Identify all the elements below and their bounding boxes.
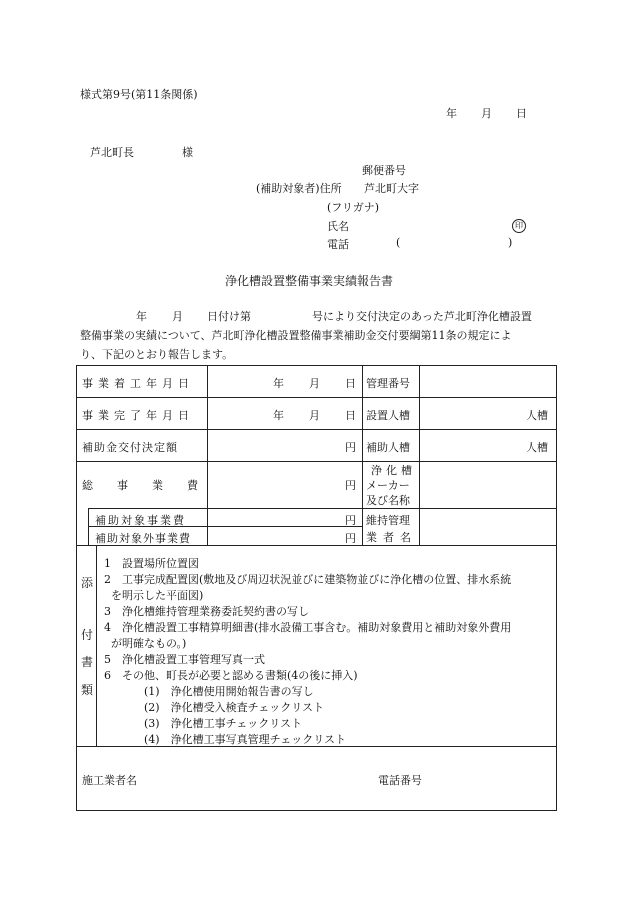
management-number-label: 管理番号 — [366, 377, 410, 390]
seal-mark: 印 — [512, 219, 526, 233]
start-month: 月 — [309, 377, 320, 390]
maintenance-label-line1: 維持管理 — [366, 514, 410, 527]
subsidy-decision-yen: 円 — [345, 441, 356, 454]
date-month: 月 — [481, 107, 492, 120]
attachment-subitem: (4) 浄化槽工事写真管理チェックリスト — [144, 733, 347, 746]
installed-capacity-label: 設置人槽 — [366, 409, 410, 422]
date-day: 日 — [516, 107, 527, 120]
ineligible-cost-yen: 円 — [345, 532, 356, 545]
phone-label: 電話 — [327, 238, 349, 251]
contractor-name-label: 施工業者名 — [82, 774, 137, 787]
body-line3: り、下記のとおり報告します。 — [80, 348, 234, 361]
body-month: 月 — [172, 310, 183, 323]
attachment-item: 1 設置場所位置図 — [104, 557, 199, 570]
furigana-label: (フリガナ) — [327, 201, 380, 214]
subsidy-decision-label: 補助金交付決定額 — [82, 441, 178, 454]
postal-code-label: 郵便番号 — [362, 164, 406, 177]
attachment-item: 5 浄化槽設置工事管理写真一式 — [104, 653, 265, 666]
total-cost-yen: 円 — [345, 479, 356, 492]
completion-year: 年 — [273, 409, 284, 422]
attachment-item: が明確なもの。) — [111, 637, 187, 650]
attachment-item: 2 工事完成配置図(敷地及び周辺状況並びに建築物並びに浄化槽の位置、排水系統 — [104, 573, 512, 586]
form-number: 様式第9号(第11条関係) — [80, 88, 198, 101]
addressee: 芦北町長 — [90, 146, 134, 159]
attachments-label-char-3: 書 — [80, 655, 93, 669]
maker-label-line2: メーカー — [366, 479, 410, 492]
attachments-label-char-2: 付 — [80, 628, 93, 642]
maker-label-line3: 及び名称 — [366, 494, 410, 507]
honorific: 様 — [182, 146, 193, 159]
start-day: 日 — [345, 377, 356, 390]
subsidy-capacity-unit: 人槽 — [526, 441, 548, 454]
attachment-item: 4 浄化槽設置工事精算明細書(排水設備工事含む。補助対象費用と補助対象外費用 — [104, 621, 512, 634]
completion-date-label: 事業完了年月日 — [82, 409, 194, 422]
total-cost-label: 総事業費 — [82, 479, 222, 492]
completion-day: 日 — [345, 409, 356, 422]
attachment-item: を明示した平面図) — [111, 589, 204, 602]
attachments-label-char-1: 添 — [80, 576, 93, 590]
date-year: 年 — [446, 107, 457, 120]
phone-open-paren: ( — [396, 236, 401, 249]
attachments-label-char-4: 類 — [80, 683, 93, 697]
start-date-label: 事業着工年月日 — [82, 377, 194, 390]
attachment-subitem: (1) 浄化槽使用開始報告書の写し — [144, 685, 314, 698]
start-year: 年 — [273, 377, 284, 390]
attachment-subitem: (3) 浄化槽工事チェックリスト — [144, 717, 303, 730]
phone-close-paren: ) — [508, 236, 513, 249]
installed-capacity-unit: 人槽 — [526, 409, 548, 422]
address-label: (補助対象者)住所 — [256, 182, 342, 195]
eligible-cost-yen: 円 — [345, 514, 356, 527]
attachment-item: 6 その他、町長が必要と認める書類(4の後に挿入) — [104, 669, 358, 682]
subsidy-capacity-label: 補助人槽 — [366, 441, 410, 454]
document-title: 浄化槽設置整備事業実績報告書 — [225, 274, 394, 288]
maker-label-line1: 浄化槽 — [371, 464, 416, 477]
body-line1-rest: 号により交付決定のあった芦北町浄化槽設置 — [312, 310, 532, 323]
address-value: 芦北町大字 — [364, 182, 419, 195]
name-label: 氏名 — [327, 220, 349, 233]
body-line2: 整備事業の実績について、芦北町浄化槽設置整備事業補助金交付要綱第11条の規定によ — [80, 329, 512, 342]
completion-month: 月 — [309, 409, 320, 422]
ineligible-cost-label: 補助対象外事業費 — [95, 532, 191, 545]
body-year: 年 — [136, 310, 147, 323]
eligible-cost-label: 補助対象事業費 — [95, 514, 186, 527]
phone-number-label: 電話番号 — [378, 774, 422, 787]
attachment-subitem: (2) 浄化槽受入検査チェックリスト — [144, 701, 325, 714]
attachment-item: 3 浄化槽維持管理業務委託契約書の写し — [104, 605, 309, 618]
body-dated-no: 日付け第 — [207, 310, 251, 323]
maintenance-label-line2: 業者名 — [366, 531, 417, 544]
